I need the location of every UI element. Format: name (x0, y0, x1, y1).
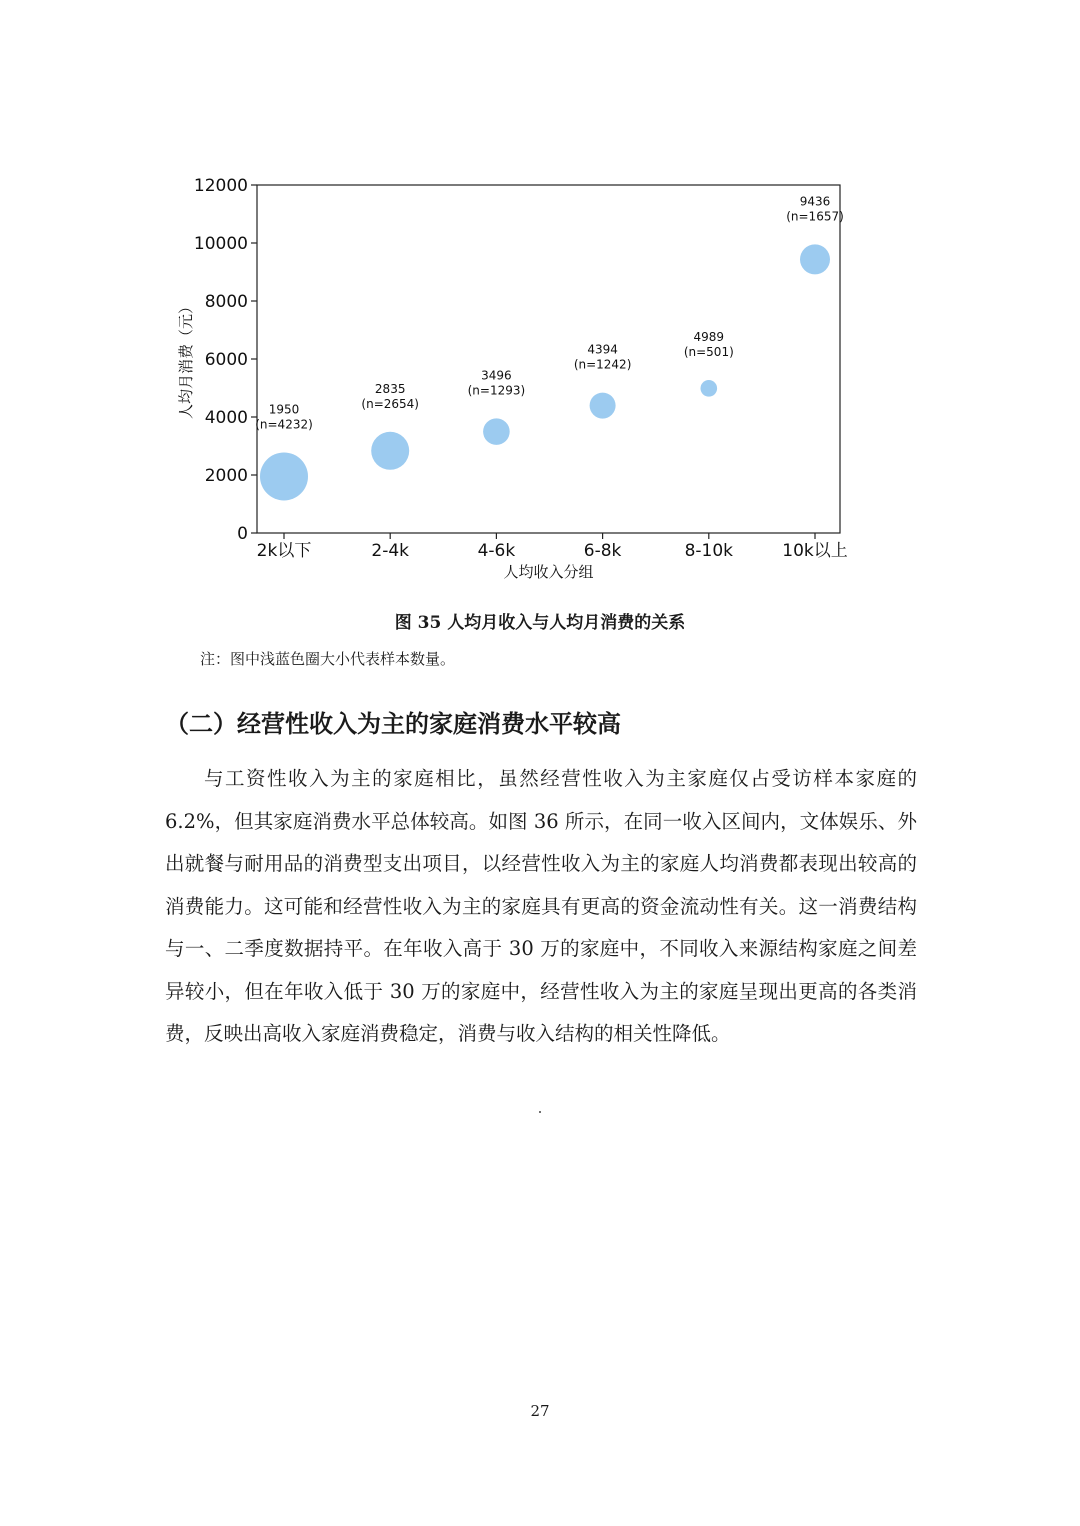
sample-size-label: (n=501) (683, 345, 734, 360)
x-tick-label: 2-4k (371, 541, 410, 561)
bubble (260, 452, 308, 500)
sample-size-label: (n=1293) (467, 383, 526, 398)
x-axis-label: 人均收入分组 (503, 563, 594, 581)
bubble-series (260, 244, 830, 500)
data-labels (255, 194, 844, 431)
y-axis-ticks (194, 176, 257, 544)
y-tick-label: 4000 (204, 408, 248, 428)
y-tick-label: 8000 (204, 292, 248, 312)
figure-caption: 图 35 人均月收入与人均月消费的关系 (394, 613, 686, 633)
stray-dot (539, 1111, 541, 1113)
x-tick-label: 8-10k (684, 541, 734, 561)
plot-frame (257, 185, 840, 533)
section-heading: （二）经营性收入为主的家庭消费水平较高 (165, 710, 621, 738)
sample-size-label: (n=2654) (361, 396, 419, 411)
bubble (371, 432, 409, 470)
y-tick-label: 10000 (193, 234, 248, 254)
y-tick-label: 0 (237, 524, 248, 544)
y-axis-label: 人均月消费（元） (177, 298, 195, 420)
y-tick-label: 6000 (204, 350, 248, 370)
value-label: 4989 (693, 330, 725, 345)
value-label: 9436 (799, 194, 831, 209)
body-paragraph: 与工资性收入为主的家庭相比，虽然经营性收入为主家庭仅占受访样本家庭的 6.2%，但其家庭消费水平总体较高。如图 36 所示，在同一收入区间内，文体娱乐、外出就餐与耐用品的消费型支出项目，以经营性收入为主的家庭人均消费都表现出较高的消费能力。这可能和经营性收入为主的家庭具有更高的资金流动性有关。这一消费结构与一、二季度数据持平。在年收入高于 30 万的家庭中，不同收入来源结构家庭之间差异较小，但在年收入低于 30 万的家庭中，经营性收入为主的家庭呈现出更高的各类消费，反映出高收入家庭消费稳定，消费与收入结构的相关性降低。 (165, 767, 917, 1045)
sample-size-label: (n=1657) (786, 209, 844, 224)
sample-size-label: (n=1242) (573, 357, 632, 372)
bubble (701, 380, 718, 397)
x-tick-label: 2k以下 (256, 541, 312, 561)
x-tick-label: 10k以上 (782, 541, 848, 561)
value-label: 4394 (587, 342, 618, 357)
y-tick-label: 12000 (193, 176, 248, 196)
value-label: 2835 (374, 381, 406, 396)
sample-size-label: (n=4232) (255, 417, 313, 432)
page-number: 27 (530, 1402, 550, 1420)
x-axis-ticks (257, 533, 848, 561)
x-tick-label: 4-6k (477, 541, 516, 561)
value-label: 3496 (481, 368, 512, 383)
bubble (800, 244, 830, 274)
value-label: 1950 (268, 402, 300, 417)
x-tick-label: 6-8k (583, 541, 622, 561)
bubble (590, 393, 616, 419)
bubble-chart (160, 160, 880, 600)
bubble (483, 418, 510, 445)
figure-note: 注：图中浅蓝色圈大小代表样本数量。 (200, 650, 456, 668)
y-tick-label: 2000 (204, 466, 248, 486)
